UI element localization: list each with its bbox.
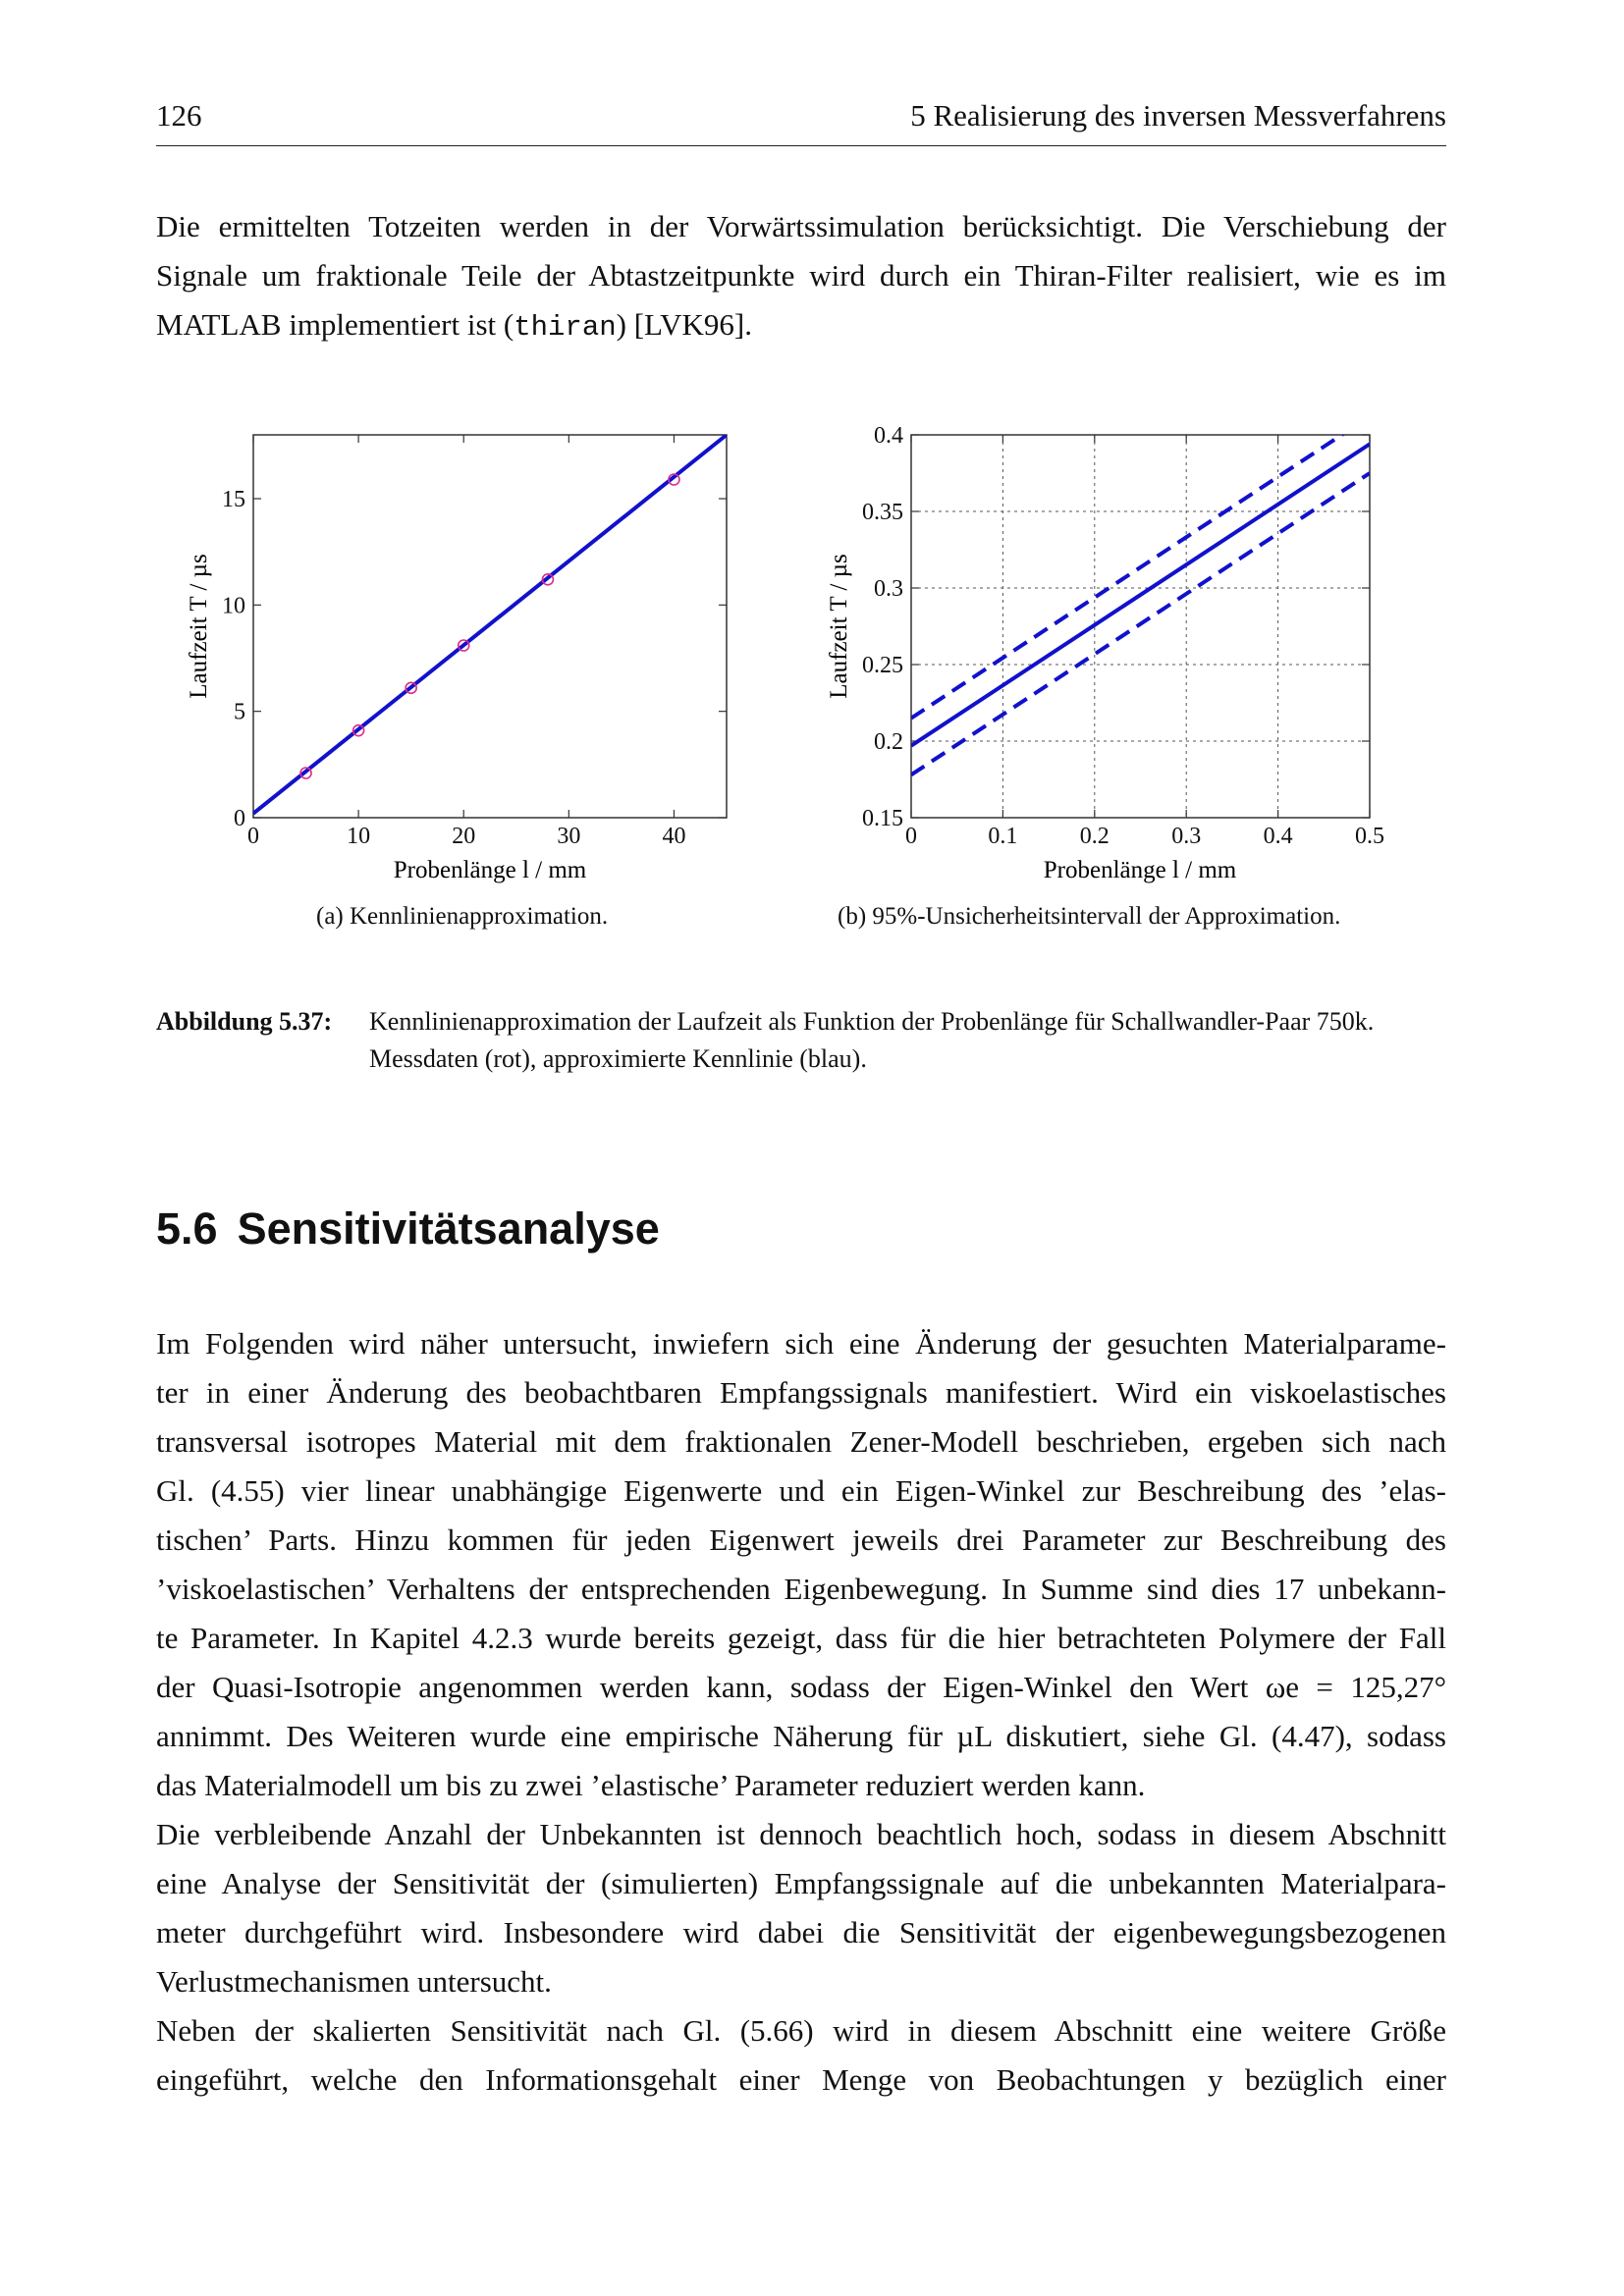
- x-tick-label: 0.5: [1355, 824, 1384, 849]
- text-segment: ) [LVK96].: [616, 307, 752, 342]
- section-number: 5.6: [156, 1203, 218, 1254]
- chart-a-xlabel: Probenlänge l / mm: [393, 857, 587, 883]
- fit-line: [253, 435, 727, 814]
- x-tick-label: 0.3: [1171, 824, 1202, 849]
- text-line: te Parameter. In Kapitel 4.2.3 wurde bereits gezeigt, dass für die hier betrachteten Polymere der Fall: [156, 1621, 1446, 1655]
- text-line: Gl. (4.55) vier linear unabhängige Eigenwerte und ein Eigen-Winkel zur Beschreibung des ’elas-: [156, 1473, 1446, 1508]
- chart-b-plot-area: [911, 416, 1370, 774]
- y-tick-label: 5: [234, 699, 245, 725]
- figure-caption-text: Kennlinienapproximation der Laufzeit als Funktion der Probenlänge für Schallwandler-Paar 750k. Messdaten (rot), approximierte Kennlinie (blau).: [369, 1007, 1375, 1073]
- x-tick-label: 20: [452, 824, 476, 849]
- y-tick-label: 0.15: [862, 806, 903, 831]
- fit-line: [911, 444, 1370, 745]
- confidence-bound-line: [911, 416, 1370, 718]
- text-line: meter durchgeführt wird. Insbesondere wird dabei die Sensitivität der eigenbewegungsbezogenen: [156, 1915, 1446, 1949]
- figure-5-37: [0, 0, 1624, 982]
- text-line: Signale um fraktionale Teile der Abtastzeitpunkte wird durch ein Thiran-Filter realisiert, wie es im: [156, 258, 1446, 293]
- page-number: 126: [156, 98, 202, 133]
- chart-b-ylabel: Laufzeit T / µs: [826, 554, 852, 699]
- chart-b-xlabel: Probenlänge l / mm: [1043, 857, 1237, 883]
- text-line: Die ermittelten Totzeiten werden in der Vorwärtssimulation berücksichtigt. Die Verschiebung der: [156, 209, 1446, 243]
- x-tick-label: 40: [662, 824, 686, 849]
- y-tick-label: 0.4: [874, 423, 903, 449]
- confidence-bound-line: [911, 473, 1370, 774]
- text-line: ter in einer Änderung des beobachtbaren Empfangssignals manifestiert. Wird ein viskoelastisches: [156, 1375, 1446, 1410]
- section-heading: [156, 1203, 660, 1255]
- text-line: tischen’ Parts. Hinzu kommen für jeden Eigenwert jeweils drei Parameter zur Beschreibung des: [156, 1522, 1446, 1557]
- y-tick-label: 0.3: [874, 576, 903, 602]
- y-tick-label: 0.25: [862, 653, 903, 678]
- y-tick-label: 0.2: [874, 729, 903, 755]
- chart-a: [186, 435, 727, 883]
- chart-a-ylabel: Laufzeit T / µs: [186, 554, 212, 699]
- x-tick-label: 0.1: [988, 824, 1018, 849]
- text-line: Im Folgenden wird näher untersucht, inwiefern sich eine Änderung der gesuchten Materialparame-: [156, 1326, 1446, 1361]
- text-line: transversal isotropes Material mit dem fraktionalen Zener-Modell beschrieben, ergeben sich nach: [156, 1424, 1446, 1459]
- text-line: eingeführt, welche den Informationsgehalt einer Menge von Beobachtungen y bezüglich einer: [156, 2062, 1446, 2097]
- code-thiran: thiran: [514, 311, 617, 344]
- body-paragraph: [156, 1319, 1446, 2105]
- x-tick-label: 0: [905, 824, 917, 849]
- y-tick-label: 10: [222, 593, 245, 619]
- text-line: annimmt. Des Weiteren wurde eine empirische Näherung für µL diskutiert, siehe Gl. (4.47), sodass: [156, 1719, 1446, 1753]
- x-tick-label: 10: [347, 824, 371, 849]
- x-tick-label: 0.2: [1079, 824, 1110, 849]
- chapter-title: 5 Realisierung des inversen Messverfahrens: [910, 98, 1446, 133]
- text-segment: MATLAB implementiert ist (: [156, 307, 514, 342]
- text-line: das Materialmodell um bis zu zwei ’elastische’ Parameter reduziert werden kann.: [156, 1768, 1146, 1802]
- y-tick-label: 15: [222, 487, 245, 512]
- y-tick-label: 0.35: [862, 500, 903, 525]
- text-line: der Quasi-Isotropie angenommen werden kann, sodass der Eigen-Winkel den Wert ωe = 125,27°: [156, 1670, 1446, 1704]
- x-tick-label: 0.4: [1263, 824, 1293, 849]
- text-line: Die verbleibende Anzahl der Unbekannten ist dennoch beachtlich hoch, sodass in diesem Abschnitt: [156, 1817, 1446, 1851]
- section-title: Sensitivitätsanalyse: [237, 1203, 660, 1254]
- text-line: Neben der skalierten Sensitivität nach Gl. (5.66) wird in diesem Abschnitt eine weitere Größe: [156, 2013, 1446, 2048]
- chart-b: [826, 416, 1384, 883]
- text-line: Verlustmechanismen untersucht.: [156, 1964, 552, 1999]
- text-line: eine Analyse der Sensitivität der (simulierten) Empfangssignale auf die unbekannten Materialpara-: [156, 1866, 1446, 1900]
- x-tick-label: 0: [247, 824, 259, 849]
- figure-caption-label: Abbildung 5.37:: [156, 1007, 333, 1036]
- text-line: ’viskoelastischen’ Verhaltens der entsprechenden Eigenbewegung. In Summe sind dies 17 unbekann-: [156, 1572, 1446, 1606]
- subcaption-a: (a) Kennlinienapproximation.: [316, 903, 609, 930]
- chart-a-plot-area: [253, 435, 727, 814]
- x-tick-label: 30: [557, 824, 581, 849]
- y-tick-label: 0: [234, 806, 245, 831]
- subcaption-b: (b) 95%-Unsicherheitsintervall der Approximation.: [838, 903, 1341, 930]
